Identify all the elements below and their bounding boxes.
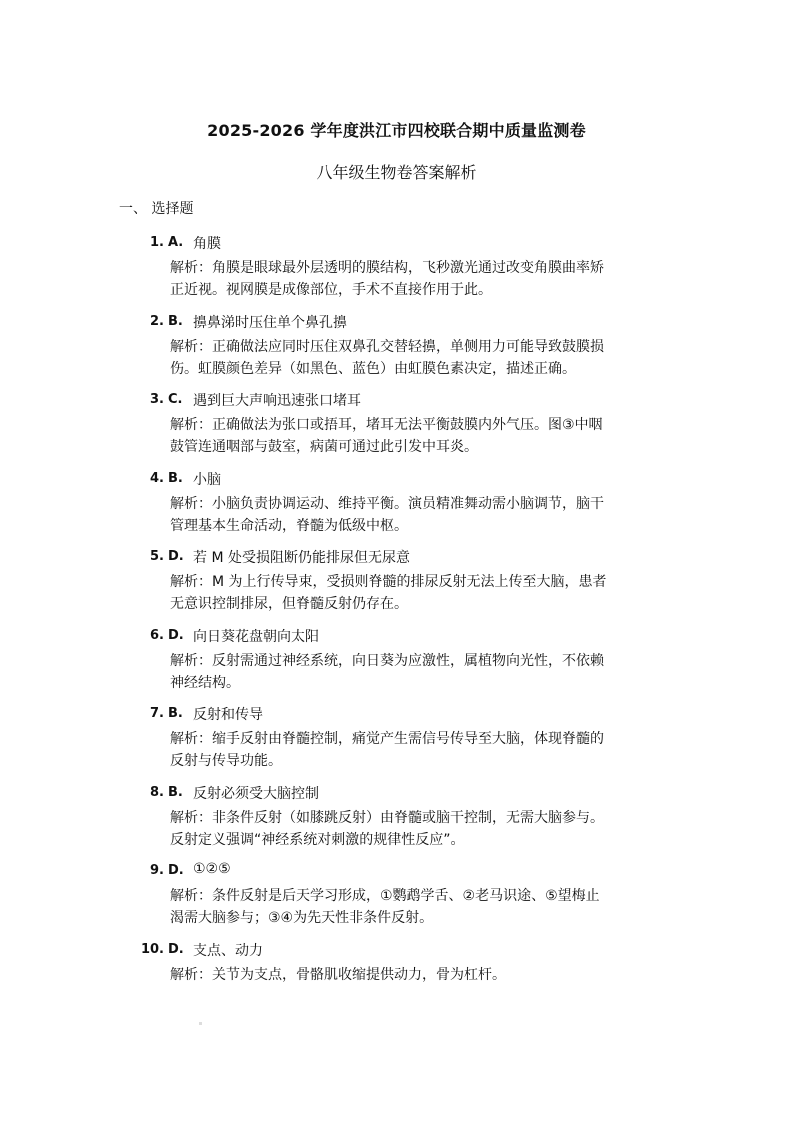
explanation — [170, 650, 670, 694]
question-number: 1. — [150, 235, 164, 250]
answer-letter: B. — [168, 706, 183, 721]
explanation — [170, 257, 670, 301]
answer-text: 向日葵花盘朝向太阳 — [193, 629, 319, 645]
explanation — [170, 964, 670, 986]
explanation-line: 解析：正确做法为张口或捂耳，堵耳无法平衡鼓膜内外气压。图③中咽 — [170, 417, 603, 433]
question-number: 6. — [150, 628, 164, 643]
question-number: 7. — [150, 706, 164, 721]
explanation-line: 管理基本生命活动，脊髓为低级中枢。 — [170, 518, 408, 534]
page-speck — [199, 1022, 202, 1025]
explanation-line: 神经结构。 — [170, 675, 240, 691]
explanation — [170, 571, 670, 615]
answer-text: ①②⑤ — [193, 861, 231, 877]
answer-letter: D. — [168, 942, 184, 957]
answer-letter: D. — [168, 628, 184, 643]
document-title: 2025-2026 学年度洪江市四校联合期中质量监测卷 — [207, 121, 586, 140]
explanation — [170, 807, 670, 851]
answer-text: 擤鼻涕时压住单个鼻孔擤 — [193, 315, 347, 331]
answer-text: 小脑 — [193, 472, 221, 488]
explanation — [170, 885, 670, 929]
question-number: 4. — [150, 471, 164, 486]
answer-text: 角膜 — [193, 236, 221, 252]
answer-letter: B. — [168, 785, 183, 800]
explanation-line: 无意识控制排尿，但脊髓反射仍存在。 — [170, 596, 408, 612]
explanation-line: 解析：缩手反射由脊髓控制，痛觉产生需信号传导至大脑，体现脊髓的 — [170, 731, 604, 747]
explanation-line: 解析：M 为上行传导束，受损则脊髓的排尿反射无法上传至大脑，患者 — [170, 574, 607, 590]
answer-text: 反射必须受大脑控制 — [193, 786, 319, 802]
answer-text: 支点、动力 — [193, 943, 263, 959]
document-subtitle: 八年级生物卷答案解析 — [316, 163, 477, 182]
explanation-line: 解析：小脑负责协调运动、维持平衡。演员精准舞动需小脑调节，脑干 — [170, 496, 604, 512]
explanation-line: 解析：条件反射是后天学习形成，①鹦鹉学舌、②老马识途、⑤望梅止 — [170, 888, 600, 904]
question-number: 3. — [150, 392, 164, 407]
explanation — [170, 336, 670, 380]
explanation-line: 反射定义强调“神经系统对刺激的规律性反应”。 — [170, 832, 465, 848]
question-number: 2. — [150, 314, 164, 329]
explanation-line: 反射与传导功能。 — [170, 753, 282, 769]
answer-letter: D. — [168, 863, 184, 878]
answer-letter: D. — [168, 549, 184, 564]
explanation-line: 解析：角膜是眼球最外层透明的膜结构，飞秒激光通过改变角膜曲率矫 — [170, 260, 604, 276]
answer-text: 遇到巨大声响迅速张口堵耳 — [193, 393, 361, 409]
section-heading: 一、 选择题 — [119, 201, 194, 217]
question-number: 10. — [140, 942, 164, 957]
explanation-line: 渴需大脑参与；③④为先天性非条件反射。 — [170, 910, 434, 926]
explanation — [170, 414, 670, 458]
answer-text: 若 M 处受损阻断仍能排尿但无尿意 — [193, 550, 410, 566]
explanation-line: 正近视。视网膜是成像部位，手术不直接作用于此。 — [170, 282, 492, 298]
explanation-line: 解析：反射需通过神经系统，向日葵为应激性，属植物向光性，不依赖 — [170, 653, 604, 669]
explanation — [170, 728, 670, 772]
question-number: 9. — [150, 863, 164, 878]
answer-text: 反射和传导 — [193, 707, 263, 723]
explanation — [170, 493, 670, 537]
answer-letter: C. — [168, 392, 183, 407]
answer-letter: B. — [168, 314, 183, 329]
explanation-line: 解析：关节为支点，骨骼肌收缩提供动力，骨为杠杆。 — [170, 967, 506, 983]
explanation-line: 鼓管连通咽部与鼓室，病菌可通过此引发中耳炎。 — [170, 439, 478, 455]
explanation-line: 伤。虹膜颜色差异（如黑色、蓝色）由虹膜色素决定，描述正确。 — [170, 361, 576, 377]
answer-letter: A. — [168, 235, 184, 250]
question-number: 8. — [150, 785, 164, 800]
explanation-line: 解析：正确做法应同时压住双鼻孔交替轻擤，单侧用力可能导致鼓膜损 — [170, 339, 604, 355]
answer-letter: B. — [168, 471, 183, 486]
explanation-line: 解析：非条件反射（如膝跳反射）由脊髓或脑干控制，无需大脑参与。 — [170, 810, 604, 826]
question-number: 5. — [150, 549, 164, 564]
